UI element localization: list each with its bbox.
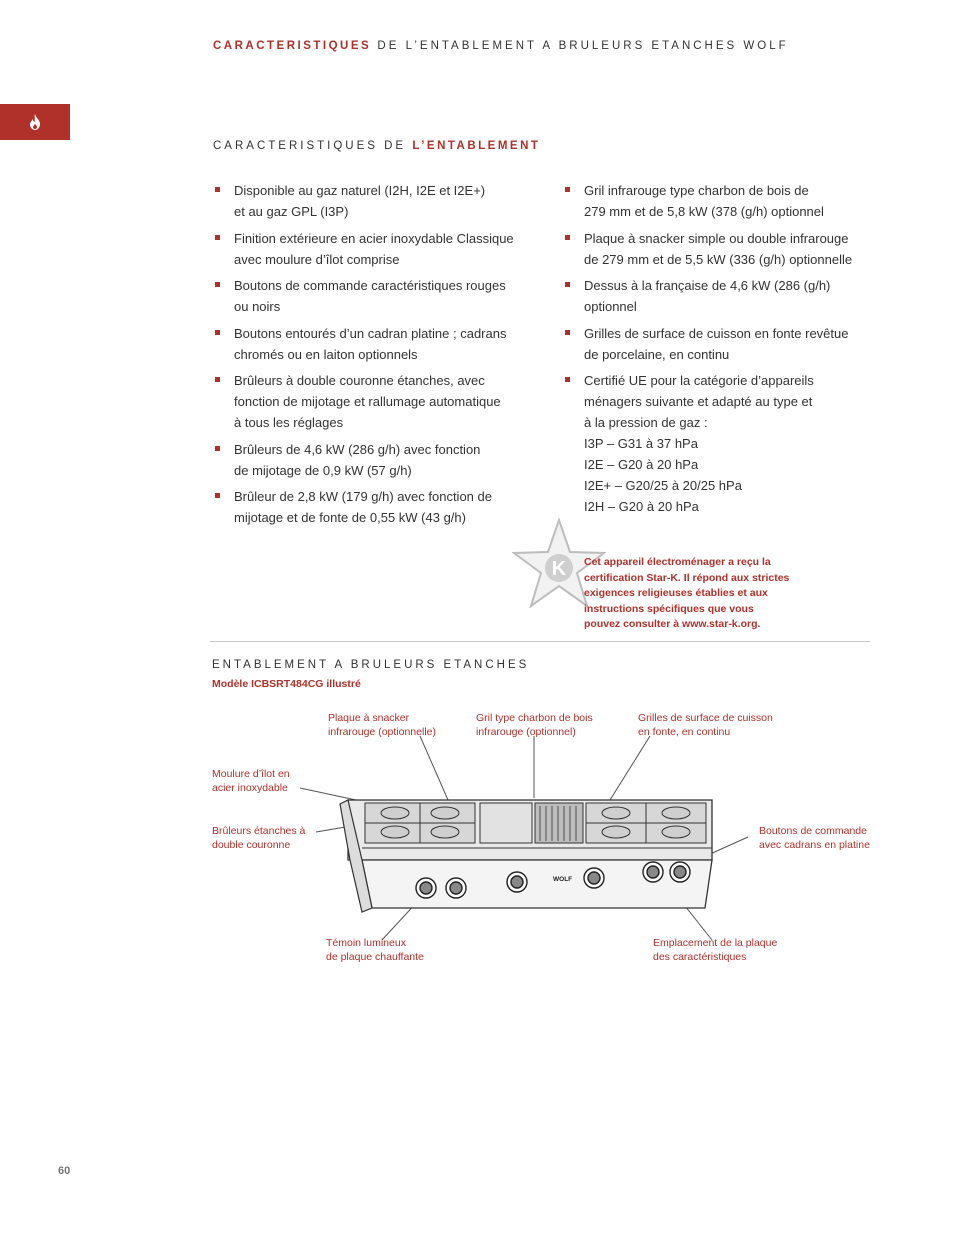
feature-line: Disponible au gaz naturel (I2H, I2E et I2E+)	[234, 183, 486, 198]
feature-item	[213, 180, 563, 222]
model-caption: Modèle ICBSRT484CG illustré	[212, 678, 361, 690]
feature-line: Boutons entourés d’un cadran platine ; cadrans	[234, 325, 507, 341]
feature-line: Brûleurs à double couronne étanches, avec	[234, 373, 485, 388]
feature-line: à la pression de gaz :	[584, 415, 708, 430]
callout-line: Brûleurs étanches à	[212, 825, 306, 837]
callout-grates	[638, 711, 773, 739]
feature-line: I3P – G31 à 37 hPa	[584, 436, 698, 451]
page-header	[213, 40, 789, 52]
star-k-line: exigences religieuses établies et aux	[584, 587, 768, 599]
callout-line: infrarouge (optionnelle)	[328, 726, 436, 738]
callout-line: Grilles de surface de cuisson	[638, 712, 773, 724]
features-left-list	[213, 180, 563, 534]
feature-item	[213, 439, 563, 481]
feature-item	[213, 275, 563, 317]
header-rest: DE L’ENTABLEMENT A BRULEURS ETANCHES WOLF	[377, 40, 789, 52]
feature-line: de mijotage de 0,9 kW (57 g/h)	[234, 462, 412, 478]
callout-line: double couronne	[212, 839, 291, 851]
feature-item	[563, 275, 893, 317]
feature-line: Brûleurs de 4,6 kW (286 g/h) avec fonction	[234, 441, 481, 457]
feature-line: ménagers suivante et adapté au type et	[584, 394, 813, 409]
callout-griddle	[328, 711, 436, 739]
feature-line: Brûleur de 2,8 kW (179 g/h) avec fonction de	[234, 489, 492, 504]
callout-line: Plaque à snacker	[328, 712, 410, 724]
callout-line: Boutons de commande	[759, 825, 867, 837]
callout-rating-plate	[653, 936, 777, 964]
callout-line: de plaque chauffante	[326, 951, 424, 963]
wolf-logo: WOLF	[553, 876, 573, 883]
feature-line: de porcelaine, en continu	[584, 346, 730, 362]
callout-line: Moulure d’îlot en	[212, 768, 290, 780]
callout-line: Témoin lumineux	[326, 937, 406, 949]
star-k-line: pouvez consulter à www.star-k.org.	[584, 618, 761, 630]
feature-line: ou noirs	[234, 299, 281, 314]
section-title	[213, 140, 540, 152]
feature-item	[213, 228, 563, 270]
page-number: 60	[58, 1165, 71, 1177]
feature-line: I2E+ – G20/25 à 20/25 hPa	[584, 478, 742, 493]
feature-item	[213, 370, 563, 433]
callout-line: Emplacement de la plaque	[653, 937, 778, 949]
callout-line: Gril type charbon de bois	[476, 712, 593, 724]
feature-line: avec moulure d’îlot comprise	[234, 251, 400, 267]
feature-line: fonction de mijotage et rallumage automatique	[234, 394, 501, 409]
callout-line: acier inoxydable	[212, 782, 288, 794]
star-k-line: instructions spécifiques que vous	[584, 602, 754, 615]
feature-line: Dessus à la française de 4,6 kW (286 (g/h)	[584, 278, 831, 293]
callout-trim	[212, 767, 290, 795]
feature-item	[563, 228, 893, 270]
section-tab	[0, 104, 70, 140]
section-title-accent: L’ENTABLEMENT	[412, 140, 541, 152]
feature-item	[213, 486, 563, 528]
feature-line: mijotage et de fonte de 0,55 kW (43 g/h)	[234, 510, 466, 525]
section-divider	[210, 641, 870, 642]
feature-line: I2E – G20 à 20 hPa	[584, 457, 699, 472]
callout-line: infrarouge (optionnel)	[476, 726, 576, 738]
callout-line: avec cadrans en platine	[759, 839, 870, 851]
section-title-prefix: CARACTERISTIQUES DE	[213, 140, 407, 152]
feature-item	[213, 323, 563, 365]
flame-icon	[28, 114, 42, 130]
feature-line: Boutons de commande caractéristiques rouges	[234, 278, 506, 293]
callout-indicator	[326, 936, 424, 964]
feature-line: Grilles de surface de cuisson en fonte revêtue	[584, 325, 849, 341]
feature-item	[563, 370, 893, 517]
feature-line: Plaque à snacker simple ou double infrarouge	[584, 230, 849, 246]
callout-grill	[476, 711, 593, 739]
feature-line: de 279 mm et de 5,5 kW (336 (g/h) optionnelle	[584, 251, 853, 267]
feature-line: Certifié UE pour la catégorie d’appareils	[584, 373, 814, 388]
feature-line: Gril infrarouge type charbon de bois de	[584, 183, 809, 198]
callout-line: en fonte, en continu	[638, 726, 731, 738]
star-k-line: certification Star-K. Il répond aux strictes	[584, 571, 790, 584]
header-accent: CARACTERISTIQUES	[213, 40, 372, 52]
feature-line: à tous les réglages	[234, 415, 344, 430]
feature-line: chromés ou en laiton optionnels	[234, 346, 418, 362]
feature-line: et au gaz GPL (I3P)	[234, 204, 349, 219]
feature-item	[563, 180, 893, 222]
feature-line: I2H – G20 à 20 hPa	[584, 499, 699, 514]
feature-item	[563, 323, 893, 365]
callout-line: des caractéristiques	[653, 951, 747, 963]
feature-line: 279 mm et de 5,8 kW (378 (g/h) optionnel	[584, 204, 824, 219]
callout-burners	[212, 824, 305, 852]
star-k-letter: K	[551, 558, 567, 580]
feature-line: optionnel	[584, 299, 637, 314]
star-k-notice	[584, 555, 789, 633]
star-k-line: Cet appareil électroménager a reçu la	[584, 556, 771, 568]
diagram-title: ENTABLEMENT A BRULEURS ETANCHES	[212, 659, 530, 671]
features-right-list	[563, 180, 893, 523]
callout-knobs	[759, 824, 870, 852]
feature-line: Finition extérieure en acier inoxydable Classique	[234, 230, 514, 246]
